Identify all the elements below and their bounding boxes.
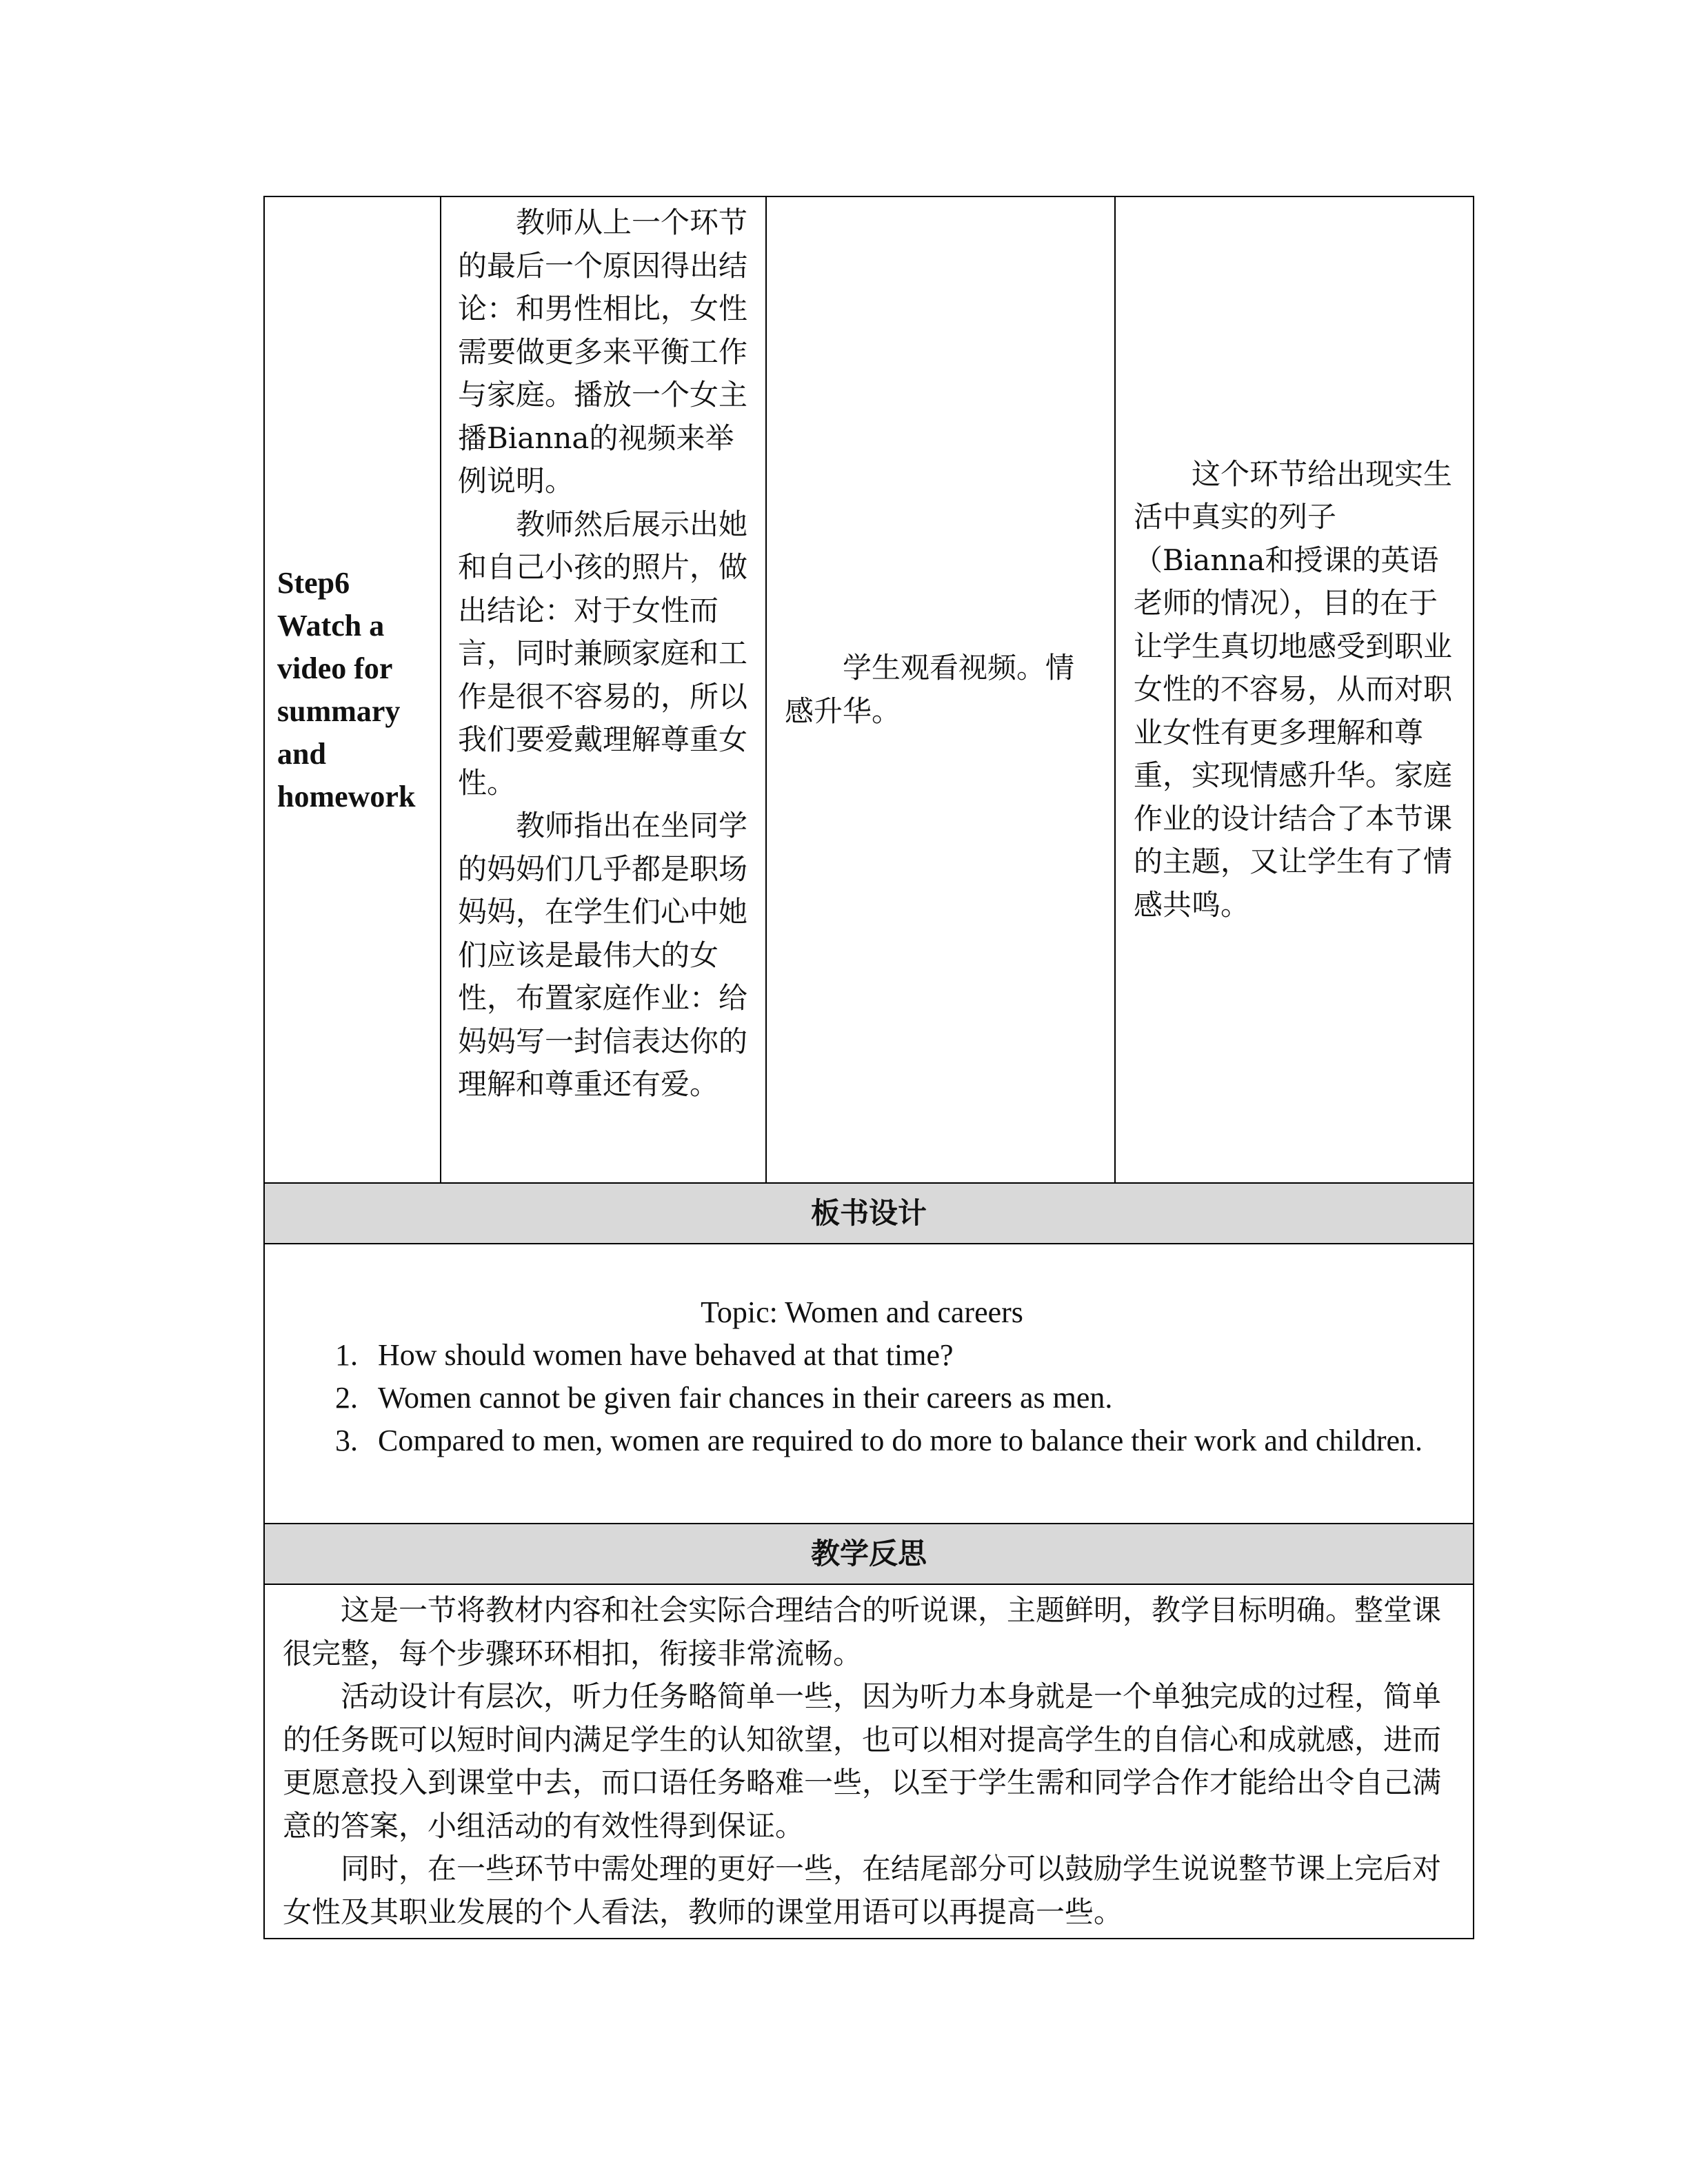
reflection-content-cell (264, 1584, 1474, 1939)
lesson-plan-table (263, 196, 1474, 1939)
board-heading-row (264, 1183, 1474, 1244)
step-label-line: video for (277, 651, 393, 685)
step-label-cell (264, 196, 441, 1183)
board-topic: Topic: Women and careers (701, 1295, 1023, 1329)
board-points-list (265, 1334, 1459, 1462)
board-point: Compared to men, women are required to do more to balance their work and children. (378, 1424, 1423, 1457)
board-design-heading: 板书设计 (264, 1183, 1474, 1244)
step-label-line: summary (277, 694, 401, 728)
board-content-row (264, 1244, 1474, 1524)
student-activity-cell (766, 196, 1115, 1183)
step-label-line: homework (277, 779, 416, 813)
board-content-cell (264, 1244, 1474, 1524)
board-point: Women cannot be given fair chances in their careers as men. (378, 1381, 1113, 1415)
teacher-activity-cell (441, 196, 766, 1183)
reflection-paragraph: 活动设计有层次，听力任务略简单一些，因为听力本身就是一个单独完成的过程，简单的任务既可以短时间内满足学生的认知欲望，也可以相对提高学生的自信心和成就感，进而更愿意投入到课堂中去，而口语任务略难一些，以至于学生需和同学合作才能给出令自己满意的答案，小组活动的有效性得到保证。 (283, 1679, 1442, 1843)
teacher-activity-paragraph: 教师然后展示出她和自己小孩的照片，做出结论：对于女性而言，同时兼顾家庭和工作是很不容易的，所以我们要爱戴理解尊重女性。 (458, 507, 748, 800)
step6-row (264, 196, 1474, 1183)
step-label-line: Step6 (277, 565, 350, 600)
reflection-heading: 教学反思 (264, 1524, 1474, 1584)
board-point: How should women have behaved at that time? (378, 1338, 954, 1372)
teacher-activity-paragraph: 教师从上一个环节的最后一个原因得出结论：和男性相比，女性需要做更多来平衡工作与家庭。播放一个女主播Bianna的视频来举例说明。 (458, 205, 748, 498)
step-label-line: and (277, 736, 326, 771)
reflection-paragraph: 这是一节将教材内容和社会实际合理结合的听说课，主题鲜明，教学目标明确。整堂课很完整，每个步骤环环相扣，衔接非常流畅。 (283, 1593, 1442, 1670)
student-activity-text: 学生观看视频。情感升华。 (785, 651, 1075, 728)
design-intent-cell (1115, 196, 1474, 1183)
design-intent-text: 这个环节给出现实生活中真实的列子（Bianna和授课的英语老师的情况），目的在于让学生真切地感受到职业女性的不容易，从而对职业女性有更多理解和尊重，实现情感升华。家庭作业的设计结合了本节课的主题，又让学生有了情感共鸣。 (1134, 456, 1453, 922)
reflection-heading-row (264, 1524, 1474, 1584)
teacher-activity-paragraph: 教师指出在坐同学的妈妈们几乎都是职场妈妈，在学生们心中她们应该是最伟大的女性，布置家庭作业：给妈妈写一封信表达你的理解和尊重还有爱。 (458, 809, 748, 1101)
reflection-content-row (264, 1584, 1474, 1939)
step-label-line: Watch a (277, 608, 385, 643)
reflection-paragraph: 同时，在一些环节中需处理的更好一些，在结尾部分可以鼓励学生说说整节课上完后对女性及其职业发展的个人看法，教师的课堂用语可以再提高一些。 (283, 1852, 1442, 1929)
